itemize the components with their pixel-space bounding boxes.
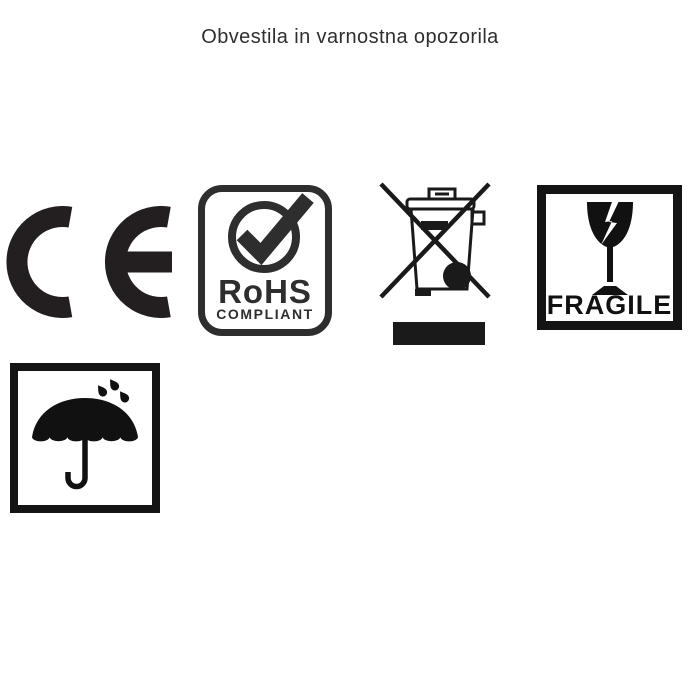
umbrella-rain-icon xyxy=(18,371,152,505)
ce-mark-icon xyxy=(6,206,172,318)
weee-black-bar xyxy=(393,322,485,345)
keep-dry-box xyxy=(10,363,160,513)
rohs-badge xyxy=(198,185,332,336)
rohs-compliant-label: COMPLIANT xyxy=(216,306,314,322)
rohs-check-icon xyxy=(205,192,325,282)
fragile-box xyxy=(537,185,682,330)
fragile-label: FRAGILE xyxy=(546,290,673,320)
rohs-label: RoHS xyxy=(218,273,312,310)
page-title: Obvestila in varnostna opozorila xyxy=(201,26,499,48)
weee-bin-icon xyxy=(378,180,492,346)
